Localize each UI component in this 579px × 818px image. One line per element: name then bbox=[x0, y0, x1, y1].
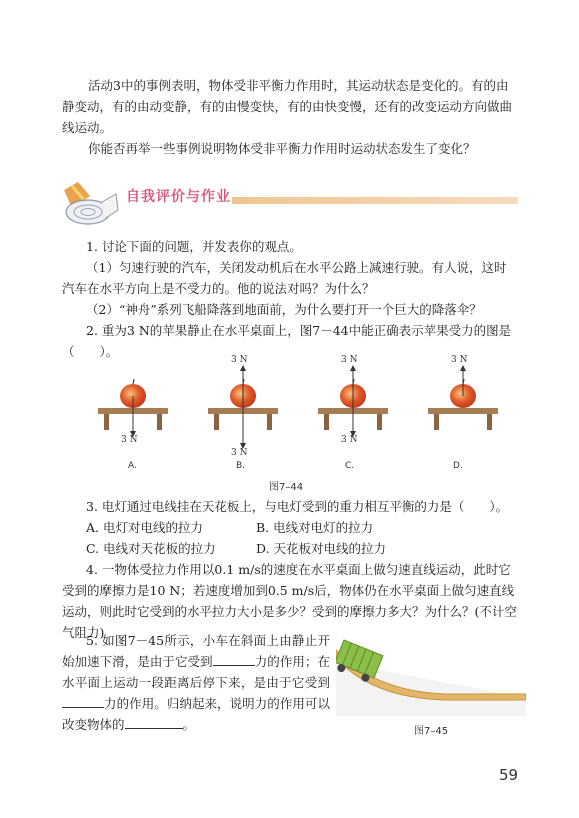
figure-7-45-caption: 图7–45 bbox=[414, 726, 449, 737]
choice-c-label: C. bbox=[345, 461, 355, 471]
question-3-option-a: A. 电灯对电线的拉力 bbox=[86, 520, 203, 535]
question-1-stem: 1. 讨论下面的问题，并发表你的观点。 bbox=[86, 239, 302, 254]
question-3-stem: 3. 电灯通过电线挂在天花板上，与电灯受到的重力相互平衡的力是（ ）。 bbox=[86, 499, 509, 514]
blank-2[interactable] bbox=[62, 693, 104, 708]
force-label-b-up: 3 N bbox=[231, 355, 248, 365]
question-2-stem: 2. 重为3 N的苹果静止在水平桌面上，图7－44中能正确表示苹果受力的图是（ ）。 bbox=[62, 323, 512, 359]
page-number: 59 bbox=[499, 766, 519, 784]
question-5-part-1: 5. 如图7－45所示，小车在斜面上由静止开始加速下滑，是由于它受到 bbox=[62, 633, 330, 669]
figure-7-45 bbox=[336, 636, 526, 720]
question-5-part-2: 力的作用；在水平面上运动一段距离后停下来，是由于它受到 bbox=[62, 654, 330, 690]
question-1-part-b: （2）“神舟”系列飞船降落到地面前，为什么要打开一个巨大的降落伞？ bbox=[86, 302, 482, 317]
blank-3[interactable] bbox=[125, 714, 183, 729]
question-5-part-3: 力的作用。归纳起来，说明力的作用可以改变物体的 bbox=[62, 696, 330, 732]
choice-a-label: A. bbox=[128, 461, 137, 471]
force-label-c-up: 3 N bbox=[341, 355, 358, 365]
section-title: 自我评价与作业 bbox=[126, 189, 231, 205]
intro-paragraph-1: 活动3中的事例表明，物体受非平衡力作用时，其运动状态是变化的。有的由静变动，有的由动变静，有的由慢变快，有的由快变慢，还有的改变运动方向做曲线运动。 bbox=[62, 78, 513, 135]
question-3-option-b: B. 电线对电灯的拉力 bbox=[256, 520, 374, 535]
question-3-option-d: D. 天花板对电线的拉力 bbox=[256, 541, 387, 556]
choice-c-diagram bbox=[318, 366, 388, 436]
question-5-text bbox=[62, 630, 330, 735]
force-label-c-down: 3 N bbox=[341, 435, 358, 445]
force-label-d-up: 3 N bbox=[451, 355, 468, 365]
section-divider bbox=[232, 197, 518, 204]
blank-1[interactable] bbox=[213, 651, 255, 666]
choice-a-diagram bbox=[98, 379, 168, 436]
choice-d-label: D. bbox=[453, 461, 463, 471]
figure-7-44-caption: 图7–44 bbox=[269, 482, 304, 493]
force-label-b-down: 3 N bbox=[231, 448, 248, 458]
force-label-a-down: 3 N bbox=[121, 435, 138, 445]
choice-b-diagram bbox=[208, 366, 278, 448]
scroll-icon bbox=[58, 180, 120, 230]
figure-7-44 bbox=[80, 352, 500, 470]
choice-b-label: B. bbox=[236, 461, 246, 471]
question-1-part-a: （1）匀速行驶的汽车，关闭发动机后在水平公路上减速行驶。有人说，这时汽车在水平方向上是不受力的。他的说法对吗？为什么？ bbox=[62, 260, 507, 296]
intro-paragraph-2: 你能否再举一些事例说明物体受非平衡力作用时运动状态发生了变化？ bbox=[88, 141, 476, 156]
question-4-text: 4. 一物体受拉力作用以0.1 m/s的速度在水平桌面上做匀速直线运动，此时它受到的摩擦力是10 N；若速度增加到0.5 m/s后，物体仍在水平桌面上做匀速直线运动，则此时它受到的水平拉力大小是多少？受到的摩擦力多大？为什么？(不计空气阻力) bbox=[62, 562, 517, 640]
choice-d-diagram bbox=[428, 366, 498, 430]
question-3-option-c: C. 电线对天花板的拉力 bbox=[86, 541, 216, 556]
question-5-part-4: 。 bbox=[182, 717, 196, 732]
